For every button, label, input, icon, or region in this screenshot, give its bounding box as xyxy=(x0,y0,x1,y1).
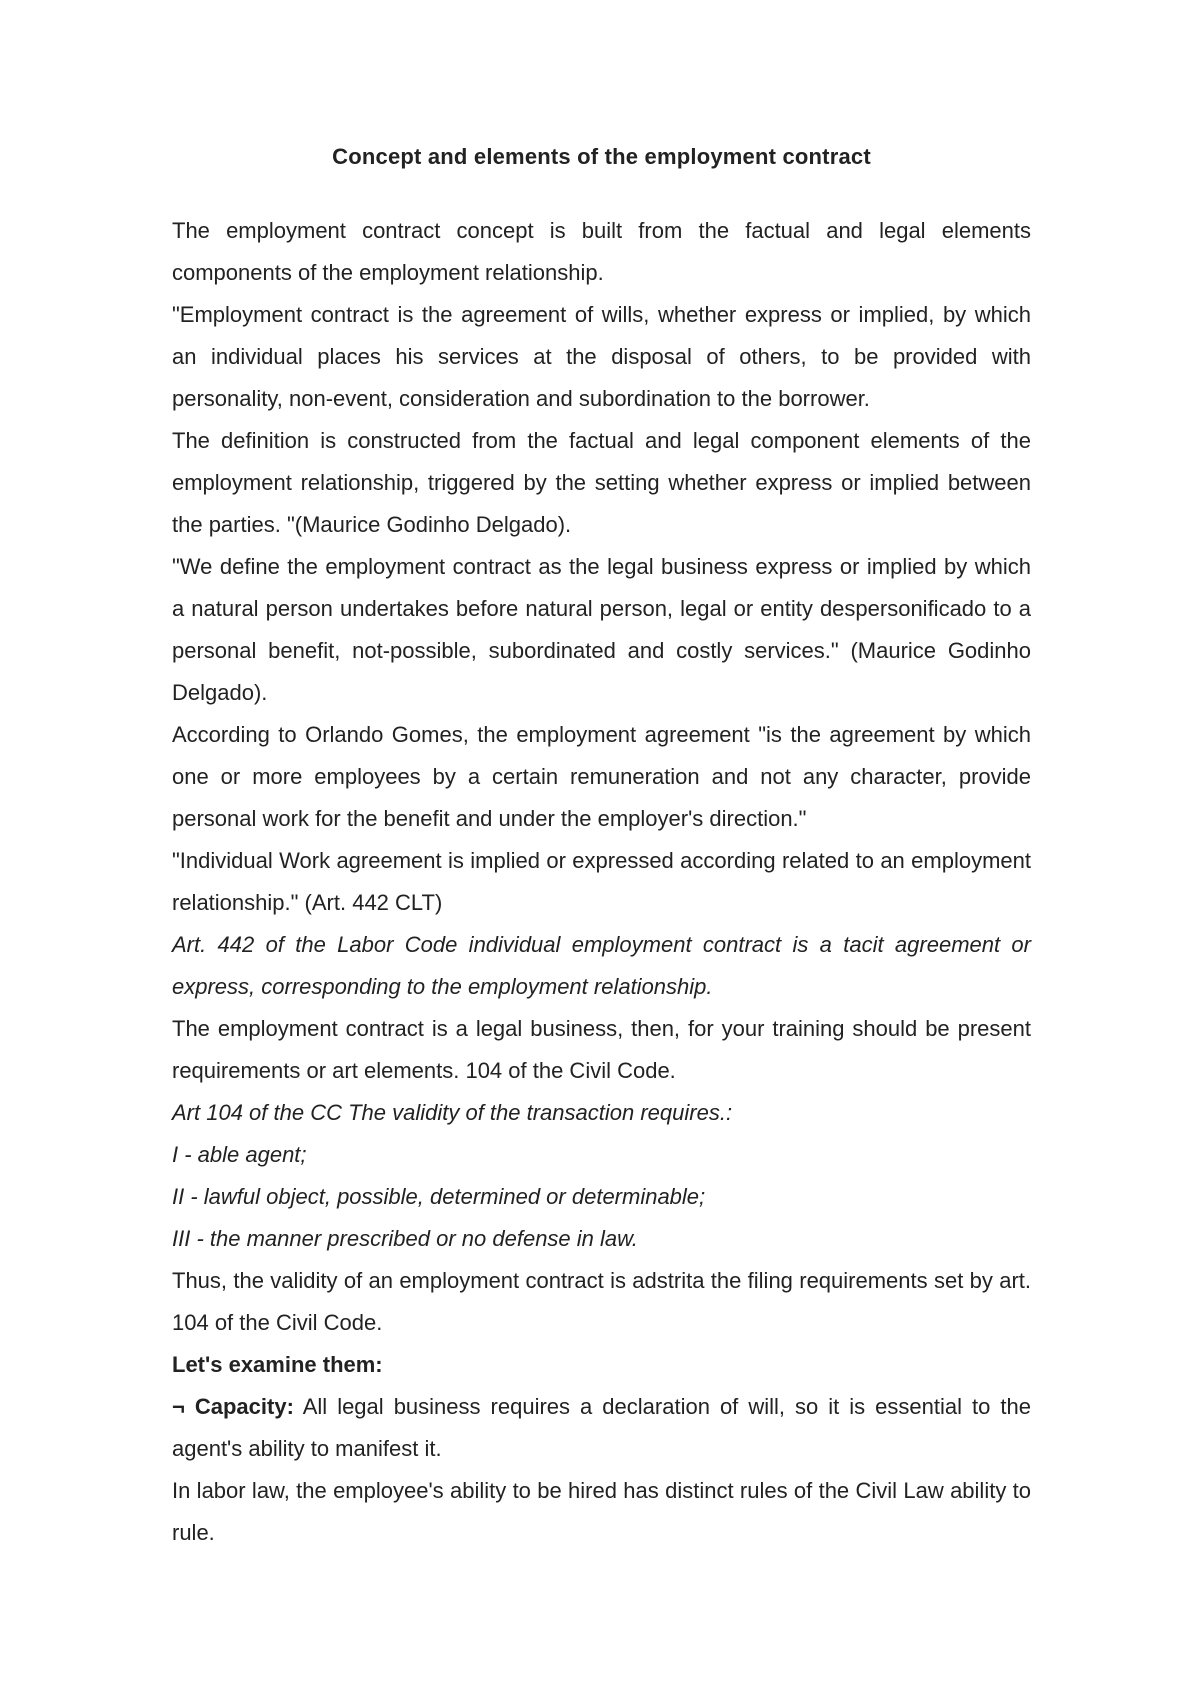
capacity-text: All legal business requires a declaration of will, so it is essential to the agent's ability to manifest it. xyxy=(172,1394,1031,1461)
paragraph-6: "Individual Work agreement is implied or expressed according related to an employment relationship." (Art. 442 CLT) xyxy=(172,848,1031,915)
paragraph-9-italic: Art 104 of the CC The validity of the transaction requires.: xyxy=(172,1100,733,1125)
document-title: Concept and elements of the employment contract xyxy=(332,144,871,169)
document-page xyxy=(172,140,1031,1554)
capacity-paragraph xyxy=(172,1386,1031,1470)
paragraph-3: The definition is constructed from the factual and legal component elements of the employment relationship, triggered by the setting whether express or implied between the parties. "(Maurice Godinho Delgado). xyxy=(172,428,1031,537)
list-item-3: III - the manner prescribed or no defense in law. xyxy=(172,1226,638,1251)
list-item-2: II - lawful object, possible, determined or determinable; xyxy=(172,1184,706,1209)
paragraph-10: Thus, the validity of an employment contract is adstrita the filing requirements set by art. 104 of the Civil Code. xyxy=(172,1268,1031,1335)
capacity-label: ¬ Capacity: xyxy=(172,1394,294,1419)
paragraph-4: "We define the employment contract as the legal business express or implied by which a natural person undertakes before natural person, legal or entity despersonificado to a personal benefit, not-possible, subordinated and costly services." (Maurice Godinho Delgado). xyxy=(172,554,1031,705)
section-heading: Let's examine them: xyxy=(172,1352,383,1377)
paragraph-1: The employment contract concept is built from the factual and legal elements components of the employment relationship. xyxy=(172,218,1031,285)
paragraph-8: The employment contract is a legal business, then, for your training should be present requirements or art elements. 104 of the Civil Code. xyxy=(172,1016,1031,1083)
paragraph-11: In labor law, the employee's ability to be hired has distinct rules of the Civil Law ability to rule. xyxy=(172,1478,1031,1545)
paragraph-2: "Employment contract is the agreement of wills, whether express or implied, by which an individual places his services at the disposal of others, to be provided with personality, non-event, consideration and subordination to the borrower. xyxy=(172,302,1031,411)
list-item-1: I - able agent; xyxy=(172,1142,307,1167)
paragraph-5: According to Orlando Gomes, the employment agreement "is the agreement by which one or more employees by a certain remuneration and not any character, provide personal work for the benefit and under the employer's direction." xyxy=(172,722,1031,831)
paragraph-7-italic: Art. 442 of the Labor Code individual employment contract is a tacit agreement or express, corresponding to the employment relationship. xyxy=(172,932,1031,999)
